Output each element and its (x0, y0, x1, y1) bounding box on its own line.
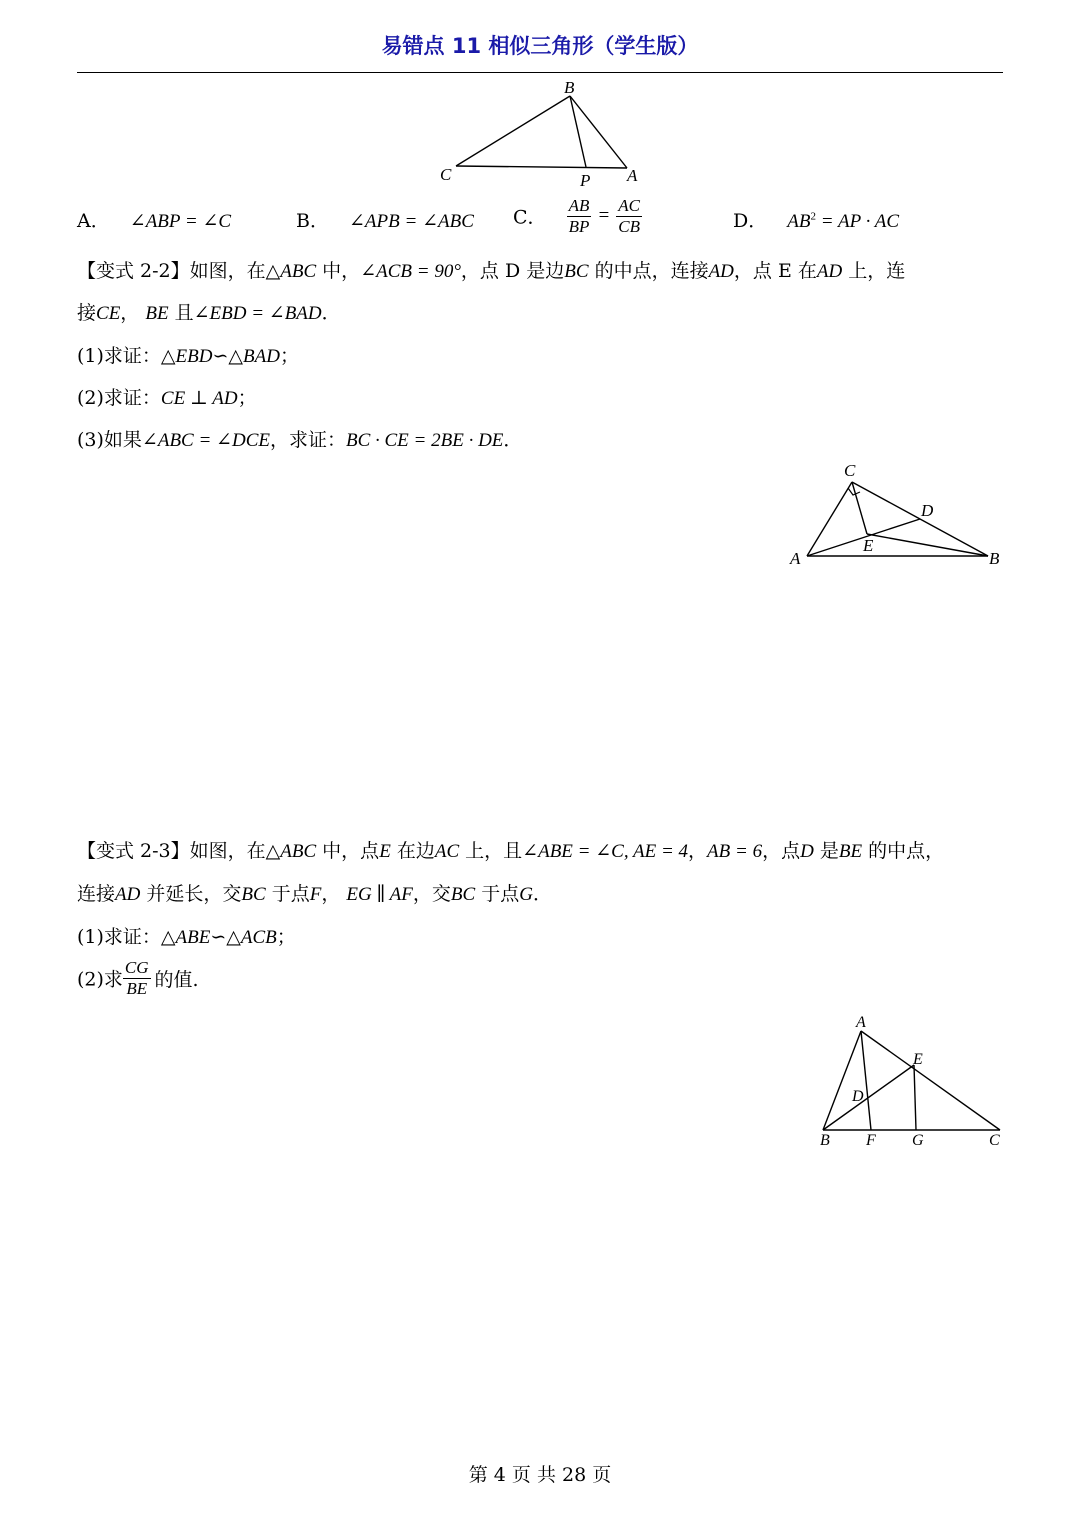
p22-l1-m2: ∠ACB = 90° (360, 261, 461, 282)
p23-l1-t7: 是 (813, 840, 839, 862)
option-c-denominator-right: CB (618, 216, 641, 236)
segment-cb (456, 96, 570, 166)
problem-2-3-question-1 (77, 922, 296, 949)
p23-l1-t5: ， (688, 840, 708, 862)
label-b: B (820, 1132, 830, 1149)
figure-triangle-abc-p (430, 76, 650, 192)
p23-l2-t1: 连接 (77, 883, 116, 905)
option-c-numerator-left: AB (568, 196, 590, 215)
p23-l1-m2: E (379, 841, 391, 862)
label-c: C (440, 165, 452, 184)
problem-2-2-line-2 (77, 298, 341, 325)
p23-l2-m3: F (309, 884, 322, 905)
problem-2-2-question-3 (77, 425, 522, 452)
p22-l1-t5: ，点 E 在 (733, 260, 817, 282)
p23-l2-m2: BC (241, 884, 266, 905)
p22-q3-t1: (3)如果 (77, 429, 142, 451)
label-p: P (580, 171, 591, 190)
p23-l1-t4: 上，且 (459, 840, 523, 862)
p23-l1-t2: 中，点 (316, 840, 380, 862)
p23-q2-numerator: CG (124, 958, 149, 977)
p23-l1-m1: △ABC (265, 841, 317, 862)
p22-l2-t1: 接 (77, 302, 97, 324)
segment-ac (861, 1031, 1000, 1130)
option-b-letter: B． (296, 210, 329, 232)
p22-q1-t1: (1)求证： (77, 345, 161, 367)
problem-2-3-line-2 (77, 879, 552, 906)
p23-q1-t2: ； (276, 926, 296, 948)
p23-l1-t1: 【变式 2-3】如图，在 (77, 840, 266, 862)
p22-l2-t2: ， (120, 302, 146, 324)
option-c-fraction-right (616, 196, 642, 236)
option-a-letter: A． (77, 210, 110, 232)
p23-l1-t3: 在边 (390, 840, 435, 862)
p23-q1-t1: (1)求证： (77, 926, 161, 948)
p22-l1-t2: 中， (316, 260, 361, 282)
label-g: G (912, 1132, 924, 1149)
option-c-letter: C． (513, 206, 547, 229)
label-a: A (790, 549, 801, 568)
p22-q3-m2: BC · CE = 2BE · DE (345, 430, 504, 451)
option-d-expr (787, 211, 899, 232)
label-c: C (989, 1132, 1000, 1149)
p23-l2-m4: EG ∥ AF (346, 884, 413, 905)
p23-l2-m6: G (519, 884, 533, 905)
option-d-letter: D． (733, 210, 768, 232)
p23-q2-fraction (123, 958, 151, 998)
p23-l1-t6: ，点 (762, 840, 801, 862)
p22-l1-t6: 上，连 (842, 260, 906, 282)
figure-triangle-abc-de (785, 458, 1010, 573)
p23-l1-m6: D (800, 841, 814, 862)
label-d: D (852, 1088, 864, 1105)
header-divider (77, 72, 1003, 73)
page-header-title: 易错点 11 相似三角形（学生版） (381, 34, 699, 58)
figure-triangle-abc-defg (810, 1010, 1010, 1150)
label-a: A (627, 166, 638, 185)
option-a-expr: ∠ABP = ∠C (129, 211, 232, 232)
p22-l2-t3: 且 (168, 302, 194, 324)
segment-ca (807, 482, 852, 556)
p22-q1-m1: △EBD∽△BAD (160, 346, 280, 367)
p23-l2-t7: ． (532, 883, 552, 905)
p23-l2-t3: 于点 (265, 883, 310, 905)
p22-l1-m4: AD (708, 261, 734, 282)
p22-q1-t2: ； (279, 345, 299, 367)
option-d-exponent: 2 (810, 210, 816, 223)
option-c-numerator-right: AC (618, 196, 641, 215)
p23-l1-m3: AC (434, 841, 460, 862)
label-b: B (564, 78, 575, 97)
option-b (296, 206, 474, 233)
p23-l2-t5: ，交 (412, 883, 451, 905)
p23-l1-m5: AB = 6 (707, 841, 763, 862)
p23-l2-t2: 并延长，交 (140, 883, 242, 905)
option-a (77, 206, 231, 233)
segment-af (861, 1031, 871, 1130)
label-a: A (856, 1014, 866, 1031)
p22-l1-m1: △ABC (265, 261, 317, 282)
option-c (513, 196, 642, 236)
p22-q3-t2: ，求证： (269, 429, 346, 451)
page-number-footer: 第 4 页 共 28 页 (468, 1464, 612, 1486)
p22-l2-m1: CE (96, 303, 121, 324)
p23-q2-t2: 的值. (154, 968, 199, 991)
problem-2-2-line-1 (77, 256, 905, 283)
p22-q2-m1: CE ⊥ AD (160, 388, 238, 409)
segment-eb (867, 534, 988, 556)
p23-l2-m1: AD (115, 884, 141, 905)
option-c-denominator-left: BP (568, 216, 590, 236)
segment-ab (823, 1031, 861, 1130)
p23-q2-t1: (2)求 (77, 968, 123, 991)
p22-l1-m5: AD (816, 261, 843, 282)
label-d: D (921, 501, 934, 520)
p22-l2-m3: ∠EBD = ∠BAD (193, 303, 322, 324)
option-c-equals: = (597, 205, 611, 227)
option-d (733, 206, 899, 233)
segment-ce (852, 482, 867, 534)
label-f: F (866, 1132, 876, 1149)
p22-q3-t3: ． (503, 429, 523, 451)
problem-2-3-line-1 (77, 836, 944, 863)
p23-l2-t4: ， (321, 883, 347, 905)
p22-q2-t1: (2)求证： (77, 387, 161, 409)
option-b-expr: ∠APB = ∠ABC (349, 211, 474, 232)
problem-2-3-question-2 (77, 958, 199, 998)
problem-2-2-question-2 (77, 383, 257, 410)
problem-2-2-question-1 (77, 341, 299, 368)
p23-l1-t8: 的中点， (862, 840, 945, 862)
label-e: E (863, 536, 874, 555)
option-d-rest: = AP · AC (816, 211, 900, 232)
p23-l2-t6: 于点 (475, 883, 520, 905)
p23-l2-m5: BC (450, 884, 476, 905)
p22-l1-t1: 【变式 2-2】如图，在 (77, 260, 266, 282)
option-c-fraction-left (567, 196, 592, 236)
p22-l1-m3: BC (564, 261, 589, 282)
segment-be (823, 1065, 914, 1130)
label-b: B (989, 549, 1000, 568)
p22-q3-m1: ∠ABC = ∠DCE (141, 430, 270, 451)
segment-eg (914, 1065, 916, 1130)
label-e: E (913, 1051, 923, 1068)
label-c: C (844, 461, 856, 480)
p22-l1-t3: ，点 D 是边 (460, 260, 565, 282)
p23-l1-m4: ∠ABE = ∠C, AE = 4 (522, 841, 689, 862)
p23-l1-m7: BE (838, 841, 863, 862)
p23-q2-denominator: BE (126, 978, 148, 998)
p22-l2-t4: ． (321, 302, 341, 324)
p23-q1-m1: △ABE∽△ACB (160, 927, 277, 948)
segment-ca (456, 166, 627, 168)
option-d-base: AB (787, 211, 811, 232)
p22-l2-m2: BE (145, 303, 169, 324)
p22-q2-t2: ； (237, 387, 257, 409)
p22-l1-t4: 的中点，连接 (588, 260, 709, 282)
